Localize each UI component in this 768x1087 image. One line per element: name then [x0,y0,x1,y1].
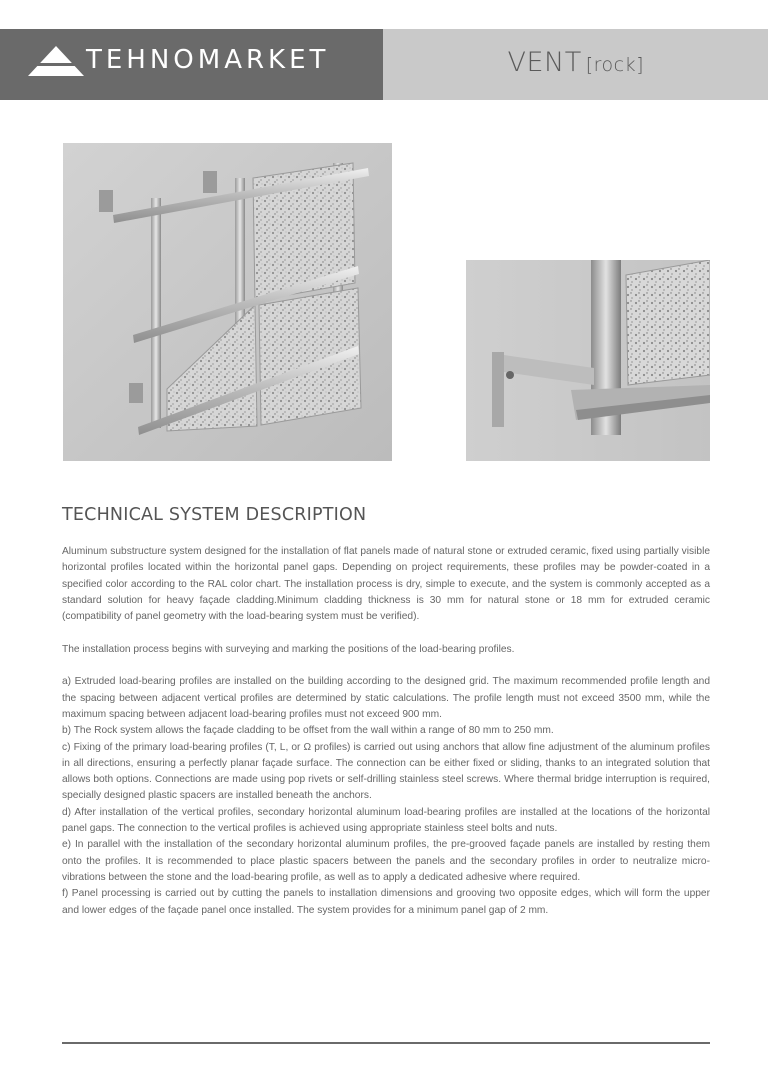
description-body [62,544,710,919]
anchor-detail-image [466,260,710,461]
step-b: b) The Rock system allows the façade cladding to be offset from the wall within a range of 80 mm to 250 mm. [62,725,554,737]
step-d: d) After installation of the vertical profiles, secondary horizontal aluminum load-bearing profiles are installed at the locations of the horizontal panel gaps. The connection to the vertical profiles is achieved using appropriate stainless steel bolts and nuts. [62,806,710,835]
brand-name: TEHNOMARKET [86,45,330,75]
header-brand-band [0,29,383,100]
product-name: VENT [507,47,582,78]
facade-system-image [63,143,392,461]
triangle-logo-icon [28,46,84,76]
section-title: TECHNICAL SYSTEM DESCRIPTION [62,505,367,525]
process-paragraph: The installation process begins with surveying and marking the positions of the load-bearing profiles. [62,643,515,655]
header-product-band [383,29,768,100]
step-e: e) In parallel with the installation of the secondary horizontal aluminum profiles, the pre-grooved façade panels are installed by resting them onto the profiles. It is recommended to place plastic spacers between the panels and the secondary profiles in order to neutralize micro-vibrations between the stone and the load-bearing profile, as well as to apply a dedicated adhesive where required. [62,839,710,883]
intro-paragraph: Aluminum substructure system designed for the installation of flat panels made of natural stone or extruded ceramic, fixed using partially visible horizontal profiles located within the horizontal panel gaps. Depending on project requirements, these profiles may be powder-coated in a specified color according to the RAL color chart. The installation process is dry, simple to execute, and the system is commonly accepted as a standard solution for heavy façade cladding.Minimum cladding thickness is 30 mm for natural stone or 18 mm for extruded ceramic (compatibility of panel geometry with the load-bearing system must be verified). [62,546,710,623]
product-subtitle: [rock] [585,54,644,76]
product-title [507,47,644,78]
footer-divider [62,1042,710,1044]
step-f: f) Panel processing is carried out by cutting the panels to installation dimensions and grooving two opposite edges, which will form the upper and lower edges of the façade panel once installed. The system provides for a minimum panel gap of 2 mm. [62,888,710,916]
step-a: a) Extruded load-bearing profiles are installed on the building according to the designed grid. The maximum recommended profile length and the spacing between adjacent vertical profiles are determined by static calculations. The profile length must not exceed 3500 mm, while the maximum spacing between adjacent load-bearing profiles must not exceed 900 mm. [62,676,710,720]
step-c: c) Fixing of the primary load-bearing profiles (T, L, or Ω profiles) is carried out using anchors that allow fine adjustment of the aluminum profiles in all directions, ensuring a perfectly planar façade surface. The connection can be either fixed or sliding, thanks to an integrated solution that allows both options. Connections are made using pop rivets or self-drilling stainless steel screws. Where thermal bridge interruption is required, specially designed plastic spacers are installed beneath the anchors. [62,741,710,802]
